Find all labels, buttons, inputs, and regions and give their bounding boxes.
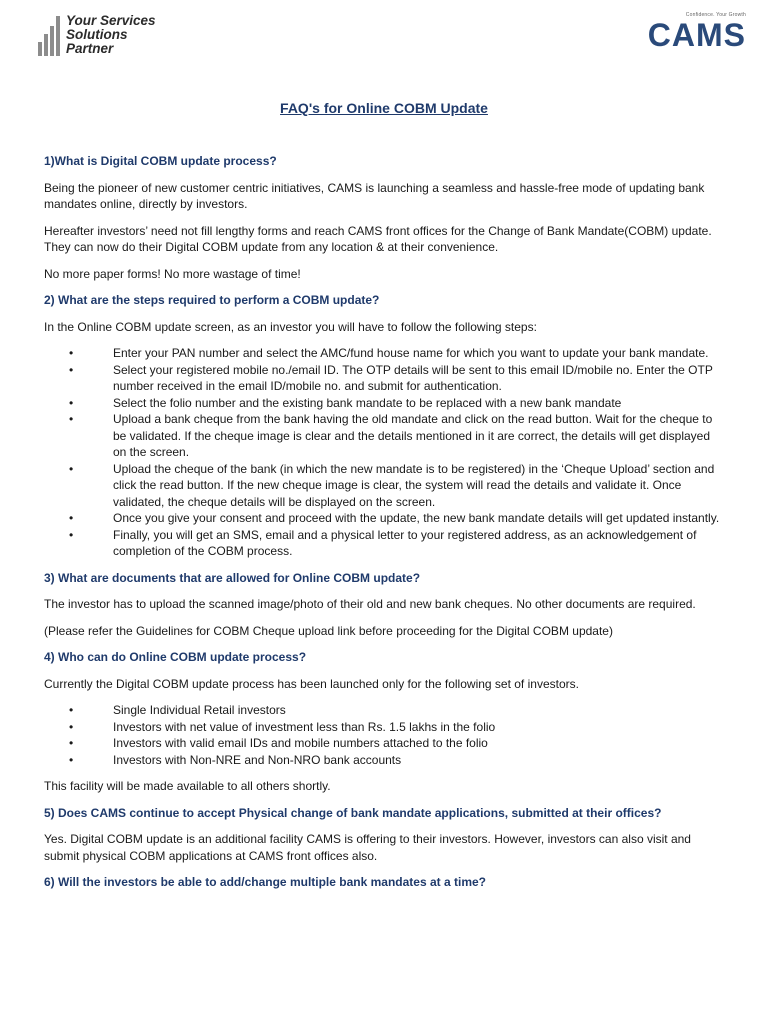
faq-content xyxy=(44,153,724,901)
question-1: 1)What is Digital COBM update process? xyxy=(44,154,277,168)
page-title: FAQ's for Online COBM Update xyxy=(280,100,488,116)
list-item: • Investors with net value of investment less than Rs. 1.5 lakhs in the folio xyxy=(69,719,496,734)
answer-4-intro: Currently the Digital COBM update process has been launched only for the following set of investors. xyxy=(44,676,579,691)
partner-logo xyxy=(38,14,218,58)
list-item: • Investors with valid email IDs and mobile numbers attached to the folio xyxy=(69,736,488,750)
question-4: 4) Who can do Online COBM update process? xyxy=(44,650,307,664)
tagline-line-1: Your Services xyxy=(66,13,156,28)
cams-logo-block xyxy=(646,12,746,62)
answer-3-paragraph: (Please refer the Guidelines for COBM Cheque upload link before proceeding for the Digital COBM update) xyxy=(44,623,613,638)
answer-1-paragraph: No more paper forms! No more wastage of time! xyxy=(44,266,301,281)
bullet-icon: • xyxy=(69,511,74,525)
answer-4-note: This facility will be made available to all others shortly. xyxy=(44,779,331,793)
partner-tagline xyxy=(66,14,156,56)
bullet-icon: • xyxy=(69,461,74,476)
list-item: • Investors with Non-NRE and Non-NRO bank accounts xyxy=(69,752,402,767)
bullet-icon: • xyxy=(69,736,74,750)
answer-1-paragraph: Hereafter investors’ need not fill lengthy forms and reach CAMS front offices for the Change of Bank Mandate(COBM) update. They can now do their Digital COBM update from any location & at their convenience. xyxy=(44,223,712,254)
cams-logo: CAMS xyxy=(647,17,746,53)
list-item: • Once you give your consent and proceed with the update, the new bank mandate details will get updated instantly. xyxy=(69,511,720,525)
steps-list xyxy=(44,345,724,560)
answer-2-intro: In the Online COBM update screen, as an investor you will have to follow the following steps: xyxy=(44,319,537,334)
bullet-icon: • xyxy=(69,412,74,426)
list-item: • Upload a bank cheque from the bank having the old mandate and click on the read button. Wait for the cheque to be validated. If the cheque image is clear and the details mentioned in it are correct, the details will get displayed on the screen. xyxy=(69,412,713,459)
bullet-icon: • xyxy=(69,719,74,734)
list-item: • Enter your PAN number and select the AMC/fund house name for which you want to update your bank mandate. xyxy=(69,346,709,360)
list-item: • Finally, you will get an SMS, email and a physical letter to your registered address, as an acknowledgement of completion of the COBM process. xyxy=(69,527,697,558)
answer-5: Yes. Digital COBM update is an additional facility CAMS is offering to their investors. However, investors can also visit and submit physical COBM applications at CAMS front offices also. xyxy=(44,832,691,863)
list-item: • Select the folio number and the existing bank mandate to be replaced with a new bank mandate xyxy=(69,395,622,410)
list-item: • Single Individual Retail investors xyxy=(69,703,286,717)
bullet-icon: • xyxy=(69,346,74,360)
investor-list xyxy=(44,702,724,768)
bullet-icon: • xyxy=(69,703,74,717)
question-3: 3) What are documents that are allowed for Online COBM update? xyxy=(44,570,421,585)
cams-tagline: Confidence. Your Growth xyxy=(685,12,746,18)
tagline-line-2: Solutions xyxy=(66,27,128,42)
bullet-icon: • xyxy=(69,752,74,767)
question-2: 2) What are the steps required to perform a COBM update? xyxy=(44,293,380,307)
question-6: 6) Will the investors be able to add/change multiple bank mandates at a time? xyxy=(44,875,486,889)
list-item: • Upload the cheque of the bank (in which the new mandate is to be registered) in the ‘Cheque Upload’ section and click the read button. If the new cheque image is clear, the system will read the details and validate it. Once validated, the cheque details will be displayed on the screen. xyxy=(69,461,715,509)
list-item: • Select your registered mobile no./email ID. The OTP details will be sent to this email ID/mobile no. Enter the OTP number received in the email ID/mobile no. and submit for authentication. xyxy=(69,362,713,393)
bullet-icon: • xyxy=(69,527,74,542)
bullet-icon: • xyxy=(69,362,74,377)
answer-3-paragraph: The investor has to upload the scanned image/photo of their old and new bank cheques. No other documents are required. xyxy=(44,597,696,611)
question-5: 5) Does CAMS continue to accept Physical change of bank mandate applications, submitted at their offices? xyxy=(44,805,662,820)
answer-1-paragraph: Being the pioneer of new customer centric initiatives, CAMS is launching a seamless and hassle-free mode of updating bank mandates online, directly by investors. xyxy=(44,180,705,211)
bars-icon xyxy=(38,14,64,56)
tagline-line-3: Partner xyxy=(66,41,114,56)
bullet-icon: • xyxy=(69,395,74,410)
